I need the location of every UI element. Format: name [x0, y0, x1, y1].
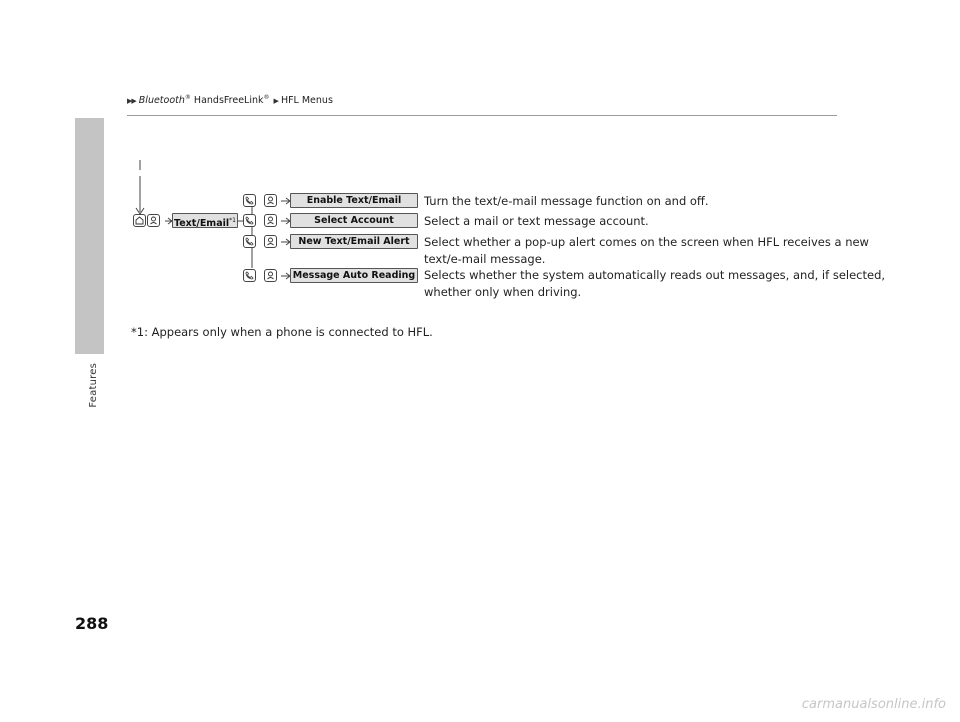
desc-new-text-email-alert: Select whether a pop-up alert comes on the screen when HFL receives a new text/e-mail message.: [424, 235, 869, 266]
phone-icon: [243, 194, 256, 207]
phone-icon: [243, 235, 256, 248]
voice-icon: [264, 269, 277, 282]
watermark: carmanualsonline.info: [801, 697, 946, 712]
voice-icon: [264, 235, 277, 248]
page-number: 288: [75, 614, 109, 633]
section-label: Features: [88, 363, 99, 408]
desc-select-account: Select a mail or text message account.: [424, 214, 649, 228]
footnote: *1: Appears only when a phone is connected to HFL.: [131, 325, 433, 339]
voice-icon: [264, 214, 277, 227]
voice-icon: [264, 194, 277, 207]
breadcrumb-hfl-menus: HFL Menus: [280, 95, 333, 107]
menu-item-select-account: Select Account: [290, 213, 418, 228]
home-icon: [133, 214, 146, 227]
breadcrumb-arrow-icon: ▶: [273, 97, 278, 106]
voice-icon: [147, 214, 160, 227]
menu-parent-text-email: Text/Email$^{*1}$: [172, 213, 238, 228]
desc-enable-text-email: Turn the text/e-mail message function on and off.: [424, 194, 709, 208]
breadcrumb-arrow-icon: ▶▶: [127, 97, 136, 106]
menu-item-enable-text-email: Enable Text/Email: [290, 193, 418, 208]
menu-item-new-text-email-alert: New Text/Email Alert: [290, 234, 418, 249]
breadcrumb-handsfreelink: HandsFreeLink: [190, 95, 264, 107]
menu-item-message-auto-reading: Message Auto Reading: [290, 268, 418, 283]
registered-mark: ®: [263, 94, 270, 101]
desc-message-auto-reading: Selects whether the system automatically reads out messages, and, if selected, whether only when driving.: [424, 268, 886, 299]
registered-mark: ®: [184, 94, 191, 101]
phone-icon: [243, 269, 256, 282]
breadcrumb-bluetooth: Bluetooth: [138, 95, 185, 107]
phone-icon: [243, 214, 256, 227]
